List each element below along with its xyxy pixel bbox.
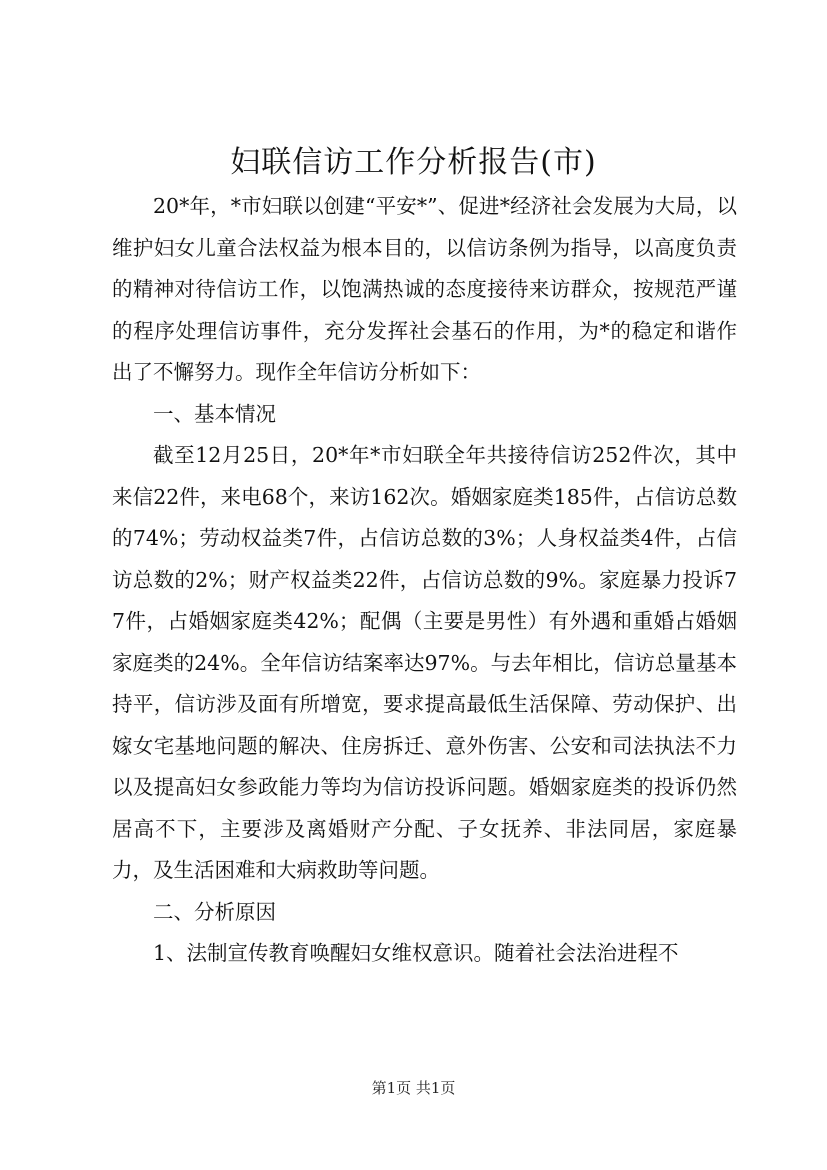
section-heading-basic-situation: 一、基本情况 [153, 401, 276, 426]
intro-paragraph: 20*年，*市妇联以创建“平安*”、促进*经济社会发展为大局，以维护妇女儿童合法权益为根本目的，以信访条例为指导，以高度负责的精神对待信访工作，以饱满热诚的态度接待来访群众，按规范严谨的程序处理信访事件，充分发挥社会基石的作用，为*的稳定和谐作出了不懈努力。现作全年信访分析如下： [112, 194, 737, 384]
section-heading-analysis: 二、分析原因 [153, 899, 276, 924]
document-body [112, 186, 737, 975]
document-title: 妇联信访工作分析报告(市) [230, 145, 597, 180]
basic-situation-paragraph: 截至12月25日，20*年*市妇联全年共接待信访252件次，其中来信22件，来电68个，来访162次。婚姻家庭类185件，占信访总数的74%；劳动权益类7件，占信访总数的3%；人身权益类4件，占信访总数的2%；财产权益类22件，占信访总数的9%。家庭暴力投诉77件，占婚姻家庭类42%；配偶（主要是男性）有外遇和重婚占婚姻家庭类的24%。全年信访结案率达97%。与去年相比，信访总量基本持平，信访涉及面有所增宽，要求提高最低生活保障、劳动保护、出嫁女宅基地问题的解决、住房拆迁、意外伤害、公安和司法执法不力以及提高妇女参政能力等均为信访投诉问题。婚姻家庭类的投诉仍然居高不下，主要涉及离婚财产分配、子女抚养、非法同居，家庭暴力，及生活困难和大病救助等问题。 [112, 443, 737, 882]
analysis-paragraph: 1、法制宣传教育唤醒妇女维权意识。随着社会法治进程不 [153, 941, 679, 965]
page-footer: 第1页 共1页 [371, 1079, 456, 1097]
